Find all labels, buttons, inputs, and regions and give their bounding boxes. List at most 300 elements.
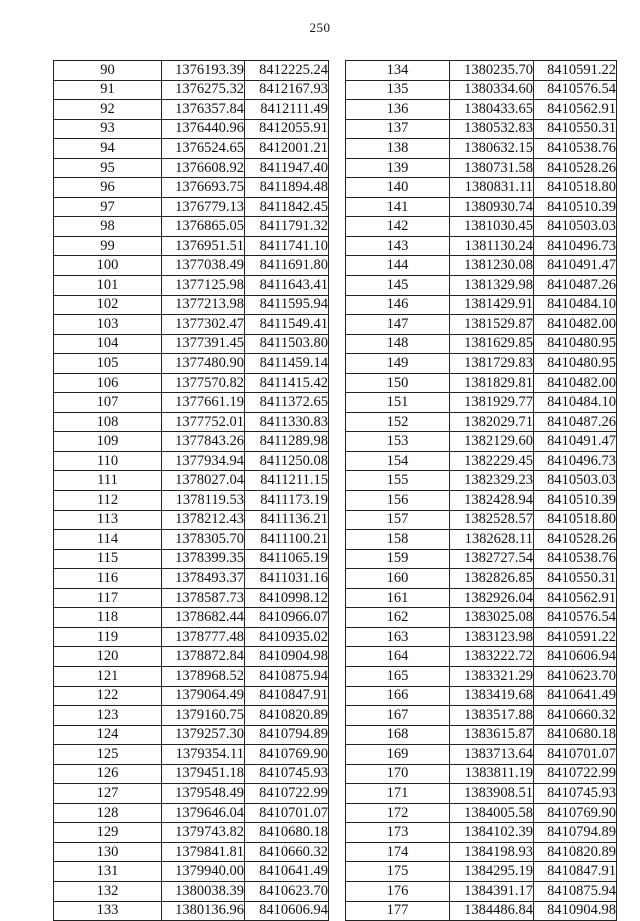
- y-coordinate-cell: 8410484.10: [534, 295, 617, 315]
- table-row: [346, 256, 617, 276]
- y-coordinate-cell: 8410904.98: [245, 647, 329, 667]
- point-number-cell: 104: [54, 334, 162, 354]
- y-coordinate-cell: 8410518.80: [534, 510, 617, 530]
- x-coordinate-cell: 1377038.49: [162, 256, 245, 276]
- x-coordinate-cell: 1381329.98: [450, 276, 534, 296]
- x-coordinate-cell: 1376865.05: [162, 217, 245, 237]
- x-coordinate-cell: 1376275.32: [162, 80, 245, 100]
- point-number-cell: 110: [54, 451, 162, 471]
- point-number-cell: 124: [54, 725, 162, 745]
- table-row: [346, 100, 617, 120]
- table-row: [346, 666, 617, 686]
- point-number-cell: 126: [54, 764, 162, 784]
- y-coordinate-cell: 8410606.94: [245, 901, 329, 921]
- table-row: [346, 901, 617, 921]
- x-coordinate-cell: 1380731.58: [450, 158, 534, 178]
- x-coordinate-cell: 1382029.71: [450, 412, 534, 432]
- table-row: [346, 197, 617, 217]
- table-row: [346, 608, 617, 628]
- point-number-cell: 125: [54, 745, 162, 765]
- table-row: [346, 451, 617, 471]
- point-number-cell: 161: [346, 588, 450, 608]
- point-number-cell: 167: [346, 706, 450, 726]
- table-row: [54, 901, 329, 921]
- coordinates-table-left-body: [54, 61, 329, 921]
- y-coordinate-cell: 8410484.10: [534, 393, 617, 413]
- table-row: [346, 393, 617, 413]
- x-coordinate-cell: 1381729.83: [450, 354, 534, 374]
- point-number-cell: 93: [54, 119, 162, 139]
- table-row: [346, 315, 617, 335]
- x-coordinate-cell: 1380532.83: [450, 119, 534, 139]
- x-coordinate-cell: 1383321.29: [450, 666, 534, 686]
- y-coordinate-cell: 8410562.91: [534, 588, 617, 608]
- table-row: [346, 862, 617, 882]
- point-number-cell: 162: [346, 608, 450, 628]
- table-row: [346, 373, 617, 393]
- x-coordinate-cell: 1383222.72: [450, 647, 534, 667]
- x-coordinate-cell: 1378119.53: [162, 491, 245, 511]
- table-row: [54, 236, 329, 256]
- x-coordinate-cell: 1376357.84: [162, 100, 245, 120]
- table-row: [346, 686, 617, 706]
- x-coordinate-cell: 1384102.39: [450, 823, 534, 843]
- y-coordinate-cell: 8411842.45: [245, 197, 329, 217]
- x-coordinate-cell: 1382926.04: [450, 588, 534, 608]
- point-number-cell: 115: [54, 549, 162, 569]
- table-row: [346, 80, 617, 100]
- x-coordinate-cell: 1383025.08: [450, 608, 534, 628]
- point-number-cell: 153: [346, 432, 450, 452]
- y-coordinate-cell: 8410538.76: [534, 139, 617, 159]
- table-row: [54, 256, 329, 276]
- table-row: [346, 784, 617, 804]
- table-row: [54, 315, 329, 335]
- table-row: [54, 510, 329, 530]
- x-coordinate-cell: 1379548.49: [162, 784, 245, 804]
- y-coordinate-cell: 8411549.41: [245, 315, 329, 335]
- point-number-cell: 116: [54, 569, 162, 589]
- table-row: [54, 334, 329, 354]
- point-number-cell: 174: [346, 842, 450, 862]
- y-coordinate-cell: 8410518.80: [534, 178, 617, 198]
- x-coordinate-cell: 1382628.11: [450, 530, 534, 550]
- table-row: [346, 354, 617, 374]
- point-number-cell: 138: [346, 139, 450, 159]
- point-number-cell: 119: [54, 627, 162, 647]
- y-coordinate-cell: 8412111.49: [245, 100, 329, 120]
- table-row: [54, 666, 329, 686]
- point-number-cell: 101: [54, 276, 162, 296]
- y-coordinate-cell: 8410503.03: [534, 217, 617, 237]
- point-number-cell: 140: [346, 178, 450, 198]
- point-number-cell: 97: [54, 197, 162, 217]
- x-coordinate-cell: 1379160.75: [162, 706, 245, 726]
- table-row: [54, 178, 329, 198]
- point-number-cell: 103: [54, 315, 162, 335]
- table-row: [54, 491, 329, 511]
- table-row: [54, 217, 329, 237]
- point-number-cell: 154: [346, 451, 450, 471]
- x-coordinate-cell: 1383517.88: [450, 706, 534, 726]
- y-coordinate-cell: 8410510.39: [534, 197, 617, 217]
- x-coordinate-cell: 1378968.52: [162, 666, 245, 686]
- x-coordinate-cell: 1376608.92: [162, 158, 245, 178]
- point-number-cell: 121: [54, 666, 162, 686]
- table-row: [54, 549, 329, 569]
- x-coordinate-cell: 1382229.45: [450, 451, 534, 471]
- point-number-cell: 175: [346, 862, 450, 882]
- point-number-cell: 148: [346, 334, 450, 354]
- y-coordinate-cell: 8411372.65: [245, 393, 329, 413]
- x-coordinate-cell: 1378027.04: [162, 471, 245, 491]
- page-number: 250: [309, 20, 331, 35]
- y-coordinate-cell: 8410562.91: [534, 100, 617, 120]
- table-row: [54, 647, 329, 667]
- x-coordinate-cell: 1378587.73: [162, 588, 245, 608]
- point-number-cell: 114: [54, 530, 162, 550]
- table-row: [346, 295, 617, 315]
- x-coordinate-cell: 1383908.51: [450, 784, 534, 804]
- table-row: [54, 61, 329, 81]
- table-row: [54, 471, 329, 491]
- x-coordinate-cell: 1382826.85: [450, 569, 534, 589]
- x-coordinate-cell: 1377213.98: [162, 295, 245, 315]
- y-coordinate-cell: 8410935.02: [245, 627, 329, 647]
- point-number-cell: 96: [54, 178, 162, 198]
- point-number-cell: 120: [54, 647, 162, 667]
- point-number-cell: 102: [54, 295, 162, 315]
- y-coordinate-cell: 8410491.47: [534, 256, 617, 276]
- point-number-cell: 163: [346, 627, 450, 647]
- y-coordinate-cell: 8410487.26: [534, 412, 617, 432]
- x-coordinate-cell: 1380334.60: [450, 80, 534, 100]
- y-coordinate-cell: 8410722.99: [534, 764, 617, 784]
- y-coordinate-cell: 8410510.39: [534, 491, 617, 511]
- point-number-cell: 123: [54, 706, 162, 726]
- y-coordinate-cell: 8410794.89: [534, 823, 617, 843]
- point-number-cell: 142: [346, 217, 450, 237]
- x-coordinate-cell: 1384295.19: [450, 862, 534, 882]
- y-coordinate-cell: 8410820.89: [534, 842, 617, 862]
- table-row: [54, 881, 329, 901]
- y-coordinate-cell: 8410847.91: [245, 686, 329, 706]
- point-number-cell: 95: [54, 158, 162, 178]
- point-number-cell: 152: [346, 412, 450, 432]
- table-row: [346, 236, 617, 256]
- y-coordinate-cell: 8411595.94: [245, 295, 329, 315]
- y-coordinate-cell: 8410576.54: [534, 80, 617, 100]
- point-number-cell: 165: [346, 666, 450, 686]
- point-number-cell: 173: [346, 823, 450, 843]
- point-number-cell: 131: [54, 862, 162, 882]
- y-coordinate-cell: 8411136.21: [245, 510, 329, 530]
- x-coordinate-cell: 1381230.08: [450, 256, 534, 276]
- table-row: [346, 627, 617, 647]
- x-coordinate-cell: 1378305.70: [162, 530, 245, 550]
- point-number-cell: 151: [346, 393, 450, 413]
- x-coordinate-cell: 1377752.01: [162, 412, 245, 432]
- point-number-cell: 98: [54, 217, 162, 237]
- x-coordinate-cell: 1377480.90: [162, 354, 245, 374]
- table-row: [346, 158, 617, 178]
- point-number-cell: 100: [54, 256, 162, 276]
- y-coordinate-cell: 8412167.93: [245, 80, 329, 100]
- y-coordinate-cell: 8411503.80: [245, 334, 329, 354]
- x-coordinate-cell: 1383419.68: [450, 686, 534, 706]
- point-number-cell: 149: [346, 354, 450, 374]
- x-coordinate-cell: 1380235.70: [450, 61, 534, 81]
- y-coordinate-cell: 8410998.12: [245, 588, 329, 608]
- y-coordinate-cell: 8411894.48: [245, 178, 329, 198]
- table-row: [346, 178, 617, 198]
- x-coordinate-cell: 1383615.87: [450, 725, 534, 745]
- table-row: [346, 276, 617, 296]
- x-coordinate-cell: 1381429.91: [450, 295, 534, 315]
- y-coordinate-cell: 8411065.19: [245, 549, 329, 569]
- x-coordinate-cell: 1377934.94: [162, 451, 245, 471]
- table-row: [54, 295, 329, 315]
- table-row: [54, 706, 329, 726]
- point-number-cell: 108: [54, 412, 162, 432]
- point-number-cell: 137: [346, 119, 450, 139]
- x-coordinate-cell: 1377843.26: [162, 432, 245, 452]
- y-coordinate-cell: 8410538.76: [534, 549, 617, 569]
- table-row: [54, 608, 329, 628]
- x-coordinate-cell: 1380136.96: [162, 901, 245, 921]
- y-coordinate-cell: 8411211.15: [245, 471, 329, 491]
- table-row: [54, 276, 329, 296]
- y-coordinate-cell: 8410660.32: [245, 842, 329, 862]
- x-coordinate-cell: 1379646.04: [162, 803, 245, 823]
- point-number-cell: 128: [54, 803, 162, 823]
- y-coordinate-cell: 8410680.18: [534, 725, 617, 745]
- point-number-cell: 141: [346, 197, 450, 217]
- y-coordinate-cell: 8410503.03: [534, 471, 617, 491]
- point-number-cell: 166: [346, 686, 450, 706]
- x-coordinate-cell: 1378682.44: [162, 608, 245, 628]
- x-coordinate-cell: 1384198.93: [450, 842, 534, 862]
- y-coordinate-cell: 8410591.22: [534, 61, 617, 81]
- y-coordinate-cell: 8410660.32: [534, 706, 617, 726]
- point-number-cell: 90: [54, 61, 162, 81]
- point-number-cell: 146: [346, 295, 450, 315]
- x-coordinate-cell: 1377302.47: [162, 315, 245, 335]
- x-coordinate-cell: 1382129.60: [450, 432, 534, 452]
- x-coordinate-cell: 1384486.84: [450, 901, 534, 921]
- table-row: [346, 61, 617, 81]
- point-number-cell: 147: [346, 315, 450, 335]
- table-row: [54, 451, 329, 471]
- table-row: [346, 569, 617, 589]
- y-coordinate-cell: 8412001.21: [245, 139, 329, 159]
- y-coordinate-cell: 8410847.91: [534, 862, 617, 882]
- x-coordinate-cell: 1379451.18: [162, 764, 245, 784]
- y-coordinate-cell: 8410623.70: [534, 666, 617, 686]
- y-coordinate-cell: 8410745.93: [534, 784, 617, 804]
- table-row: [346, 881, 617, 901]
- point-number-cell: 155: [346, 471, 450, 491]
- table-row: [54, 412, 329, 432]
- table-row: [54, 100, 329, 120]
- point-number-cell: 164: [346, 647, 450, 667]
- table-row: [54, 373, 329, 393]
- table-row: [346, 549, 617, 569]
- y-coordinate-cell: 8410480.95: [534, 334, 617, 354]
- point-number-cell: 91: [54, 80, 162, 100]
- table-row: [346, 803, 617, 823]
- table-row: [54, 393, 329, 413]
- table-row: [346, 412, 617, 432]
- x-coordinate-cell: 1378493.37: [162, 569, 245, 589]
- table-row: [54, 627, 329, 647]
- y-coordinate-cell: 8410769.90: [245, 745, 329, 765]
- point-number-cell: 169: [346, 745, 450, 765]
- y-coordinate-cell: 8410550.31: [534, 119, 617, 139]
- y-coordinate-cell: 8410591.22: [534, 627, 617, 647]
- x-coordinate-cell: 1381829.81: [450, 373, 534, 393]
- table-row: [346, 725, 617, 745]
- x-coordinate-cell: 1382329.23: [450, 471, 534, 491]
- table-row: [54, 686, 329, 706]
- point-number-cell: 130: [54, 842, 162, 862]
- point-number-cell: 134: [346, 61, 450, 81]
- coordinates-table-right-body: [346, 61, 617, 921]
- x-coordinate-cell: 1377125.98: [162, 276, 245, 296]
- y-coordinate-cell: 8411250.08: [245, 451, 329, 471]
- y-coordinate-cell: 8410769.90: [534, 803, 617, 823]
- point-number-cell: 168: [346, 725, 450, 745]
- x-coordinate-cell: 1376193.39: [162, 61, 245, 81]
- x-coordinate-cell: 1376779.13: [162, 197, 245, 217]
- table-row: [54, 725, 329, 745]
- x-coordinate-cell: 1377570.82: [162, 373, 245, 393]
- point-number-cell: 122: [54, 686, 162, 706]
- x-coordinate-cell: 1383123.98: [450, 627, 534, 647]
- point-number-cell: 158: [346, 530, 450, 550]
- y-coordinate-cell: 8410482.00: [534, 315, 617, 335]
- x-coordinate-cell: 1380038.39: [162, 881, 245, 901]
- x-coordinate-cell: 1378399.35: [162, 549, 245, 569]
- y-coordinate-cell: 8410606.94: [534, 647, 617, 667]
- table-row: [346, 647, 617, 667]
- point-number-cell: 132: [54, 881, 162, 901]
- x-coordinate-cell: 1384005.58: [450, 803, 534, 823]
- point-number-cell: 109: [54, 432, 162, 452]
- x-coordinate-cell: 1381030.45: [450, 217, 534, 237]
- point-number-cell: 129: [54, 823, 162, 843]
- x-coordinate-cell: 1379064.49: [162, 686, 245, 706]
- table-row: [54, 842, 329, 862]
- table-row: [346, 119, 617, 139]
- x-coordinate-cell: 1381130.24: [450, 236, 534, 256]
- table-row: [54, 139, 329, 159]
- y-coordinate-cell: 8410904.98: [534, 901, 617, 921]
- table-row: [346, 745, 617, 765]
- x-coordinate-cell: 1381529.87: [450, 315, 534, 335]
- table-row: [346, 217, 617, 237]
- table-row: [54, 354, 329, 374]
- x-coordinate-cell: 1381629.85: [450, 334, 534, 354]
- point-number-cell: 139: [346, 158, 450, 178]
- x-coordinate-cell: 1382428.94: [450, 491, 534, 511]
- x-coordinate-cell: 1384391.17: [450, 881, 534, 901]
- y-coordinate-cell: 8410641.49: [534, 686, 617, 706]
- point-number-cell: 118: [54, 608, 162, 628]
- x-coordinate-cell: 1380831.11: [450, 178, 534, 198]
- x-coordinate-cell: 1379841.81: [162, 842, 245, 862]
- point-number-cell: 145: [346, 276, 450, 296]
- y-coordinate-cell: 8410745.93: [245, 764, 329, 784]
- y-coordinate-cell: 8410966.07: [245, 608, 329, 628]
- table-row: [346, 432, 617, 452]
- point-number-cell: 144: [346, 256, 450, 276]
- y-coordinate-cell: 8411173.19: [245, 491, 329, 511]
- point-number-cell: 170: [346, 764, 450, 784]
- x-coordinate-cell: 1380632.15: [450, 139, 534, 159]
- point-number-cell: 157: [346, 510, 450, 530]
- y-coordinate-cell: 8410820.89: [245, 706, 329, 726]
- point-number-cell: 177: [346, 901, 450, 921]
- y-coordinate-cell: 8411791.32: [245, 217, 329, 237]
- y-coordinate-cell: 8410722.99: [245, 784, 329, 804]
- x-coordinate-cell: 1379354.11: [162, 745, 245, 765]
- y-coordinate-cell: 8410875.94: [534, 881, 617, 901]
- point-number-cell: 150: [346, 373, 450, 393]
- x-coordinate-cell: 1383713.64: [450, 745, 534, 765]
- y-coordinate-cell: 8411947.40: [245, 158, 329, 178]
- x-coordinate-cell: 1379940.00: [162, 862, 245, 882]
- table-row: [54, 745, 329, 765]
- y-coordinate-cell: 8411741.10: [245, 236, 329, 256]
- x-coordinate-cell: 1378212.43: [162, 510, 245, 530]
- table-row: [346, 530, 617, 550]
- point-number-cell: 135: [346, 80, 450, 100]
- coordinates-table-left: [53, 60, 329, 921]
- table-row: [54, 588, 329, 608]
- y-coordinate-cell: 8411459.14: [245, 354, 329, 374]
- y-coordinate-cell: 8410701.07: [245, 803, 329, 823]
- point-number-cell: 176: [346, 881, 450, 901]
- y-coordinate-cell: 8410701.07: [534, 745, 617, 765]
- y-coordinate-cell: 8410641.49: [245, 862, 329, 882]
- point-number-cell: 99: [54, 236, 162, 256]
- table-row: [54, 158, 329, 178]
- point-number-cell: 171: [346, 784, 450, 804]
- table-row: [346, 491, 617, 511]
- point-number-cell: 127: [54, 784, 162, 804]
- y-coordinate-cell: 8411691.80: [245, 256, 329, 276]
- y-coordinate-cell: 8412055.91: [245, 119, 329, 139]
- point-number-cell: 172: [346, 803, 450, 823]
- x-coordinate-cell: 1379257.30: [162, 725, 245, 745]
- y-coordinate-cell: 8411289.98: [245, 432, 329, 452]
- table-row: [346, 823, 617, 843]
- point-number-cell: 112: [54, 491, 162, 511]
- x-coordinate-cell: 1376440.96: [162, 119, 245, 139]
- point-number-cell: 159: [346, 549, 450, 569]
- table-row: [54, 823, 329, 843]
- x-coordinate-cell: 1378777.48: [162, 627, 245, 647]
- x-coordinate-cell: 1382727.54: [450, 549, 534, 569]
- point-number-cell: 136: [346, 100, 450, 120]
- table-row: [346, 588, 617, 608]
- table-row: [346, 842, 617, 862]
- table-row: [346, 139, 617, 159]
- x-coordinate-cell: 1380930.74: [450, 197, 534, 217]
- y-coordinate-cell: 8410482.00: [534, 373, 617, 393]
- point-number-cell: 94: [54, 139, 162, 159]
